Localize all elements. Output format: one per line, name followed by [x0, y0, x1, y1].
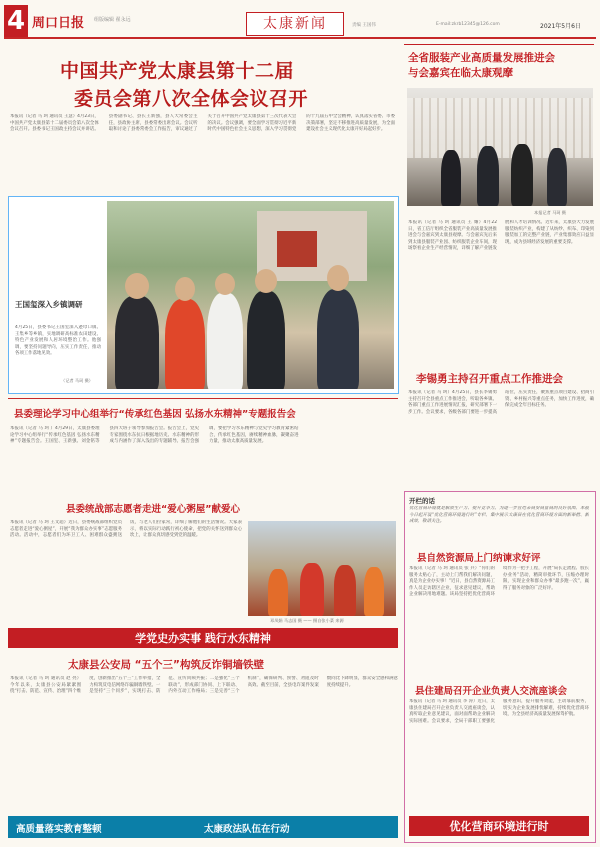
business-story1-headline: 县自然资源局上门纳谏求好评 [417, 553, 541, 564]
person [317, 289, 359, 389]
lead-photo-caption-text: 4月25日，县委书记王国玺深入逊母口镇、王集乡等乡镇，实地调研高标准农田建设、特色产业发展和人居环境整治工作。他强调，要坚持问题导向，压实工作责任，推动各项工作落地见效。 [15, 325, 101, 356]
police-headline: 太康县公安局 “五个三”构筑反诈铜墙铁壁 [68, 659, 264, 671]
business-story1-body: 本报讯（记者 马 珂 通讯员 张 兵）“你们的服务太贴心了，主动上门帮我们解决问题，真是为企业办实事！”近日，县自然资源局工作人员走访辖区企业，征求意见建议，帮助企业解决用地难题。该局坚持把优化营商环境作为一把手工程，开展“局长走流程、股长办业务”活动，精简审批环节，压缩办理时限，实现企业和群众办事“最多跑一次”，赢得了服务对象的广泛好评。 [409, 566, 589, 597]
right1-headline-line1: 全省服装产业高质量发展推进会 [408, 52, 555, 64]
person [547, 148, 567, 206]
lead-photo-credit: （记者 马珂 摄） [61, 378, 93, 383]
business-story2-headline: 县住建局召开企业负责人交流座谈会 [415, 686, 568, 697]
person-head [255, 269, 277, 293]
right1-body: 本报讯（记者 马 珂 通讯员 王 耀）4月22日，省工信厅组织全省服装产业高质量发展推进会与会嘉宾到太康县观摩。与会嘉宾先后来到太康县服装产业园、纺织服装企业车间，现场察看企业生产经营情况，详细了解产业链发展和人才培训情况。近年来，太康县大力发展服装纺织产业，构建了从纺纱、织布、印染到服装加工的完整产业链，产业集群效应日益显现，成为县域经济发展的重要支撑。 [408, 220, 594, 251]
person-head [125, 273, 149, 299]
editor-label: 责编 王国伟 [352, 23, 376, 28]
person [477, 146, 499, 206]
banner-sign [277, 231, 317, 267]
volunteer-headline: 县委统战部志愿者走进“爱心粥屋”献爱心 [66, 504, 240, 515]
volunteer-body: 本报讯（记者 马 珂 王文超）近日，县委统战部组织党员志愿者走进“爱心粥屋”，开展“我为群众办实事”志愿服务活动。活动中，志愿者们为环卫工人、困难群众盛粥送饭，与老人们拉家常，详细了解他们的生活情况。大家表示，将以实际行动践行初心使命，把党的关怀送到群众心坎上，让群众真切感受到党的温暖。 [10, 520, 242, 538]
person [207, 293, 243, 389]
right-top-rule [404, 44, 594, 45]
right1-photo-credit: 本报记者 马珂 摄 [534, 210, 566, 215]
edition-meta: 组版编辑 翟永远 [94, 17, 131, 23]
masthead-rule [4, 37, 596, 39]
business-intro: 优化营商环境就是解放生产力、提升竞争力。为进一步营造亲商安商富商的良好氛围，本报今日起开设“优化营商环境进行时”专栏，集中展示太康县在优化营商环境方面的新举措、新成效，敬请关注。 [409, 506, 589, 524]
right1-sub-body: 本报讯（记者 马 珂）4月25日，县长李锡勇主持召开全县重点工作推进会，听取各乡镇、各部门重点工作进展情况汇报，研究部署下一步工作。会议要求，各级各部门要进一步提高站位，压实责任，聚焦重点项目建设、招商引资、乡村振兴等重点任务，加快工作进度，确保完成全年目标任务。 [408, 390, 594, 415]
masthead [0, 0, 600, 38]
person [364, 567, 384, 616]
banner-party-history [8, 628, 398, 648]
banner-party-history-text: 学党史办实事 践行水东精神 [135, 632, 271, 645]
police-body: 本报讯（记者 马 珂 通讯员 赵 亮）今年以来，太康县公安局紧紧围绕“打击、防范、宣传、治理”四个维度，创新推出“五个三”工作举措，全力构筑反电信网络诈骗铜墙铁壁。一是坚持“三个同步”，实现打击、防范、宣传同频共振；二是强化“三个联动”，形成部门协同、上下联动、内外互动工作格局；三是完善“三个机制”，确保研判、预警、劝阻及时高效。截至目前，全县电诈案件发案数同比下降明显，群众安全感和满意度持续提升。 [10, 676, 398, 694]
business-column-header: 开栏的话 [409, 497, 435, 505]
volunteer-photo-credit: 邓凤娟 马志国 摄 —— 摄自张小菜 来源 [270, 618, 344, 623]
person-head [175, 277, 195, 301]
lead-photo-frame [8, 196, 399, 394]
email: E-mail:zkrb12345@126.com [436, 22, 500, 27]
person-head [215, 273, 235, 295]
page-number: 4 [6, 6, 26, 36]
right1-headline-line2: 与会嘉宾在临太康观摩 [408, 67, 513, 79]
lead-headline-line2: 委员会第八次全体会议召开 [74, 88, 309, 110]
banner-education-right: 太康政法队伍在行动 [204, 824, 290, 835]
issue-date: 2021年5月6日 [540, 23, 581, 30]
person [441, 150, 461, 206]
section-title: 太康新闻 [263, 16, 327, 32]
paper-name: 周口日报 [32, 16, 85, 31]
volunteer-photo [248, 521, 396, 616]
lead-headline-line1: 中国共产党太康县第十二届 [60, 60, 295, 82]
person [268, 569, 288, 616]
theory-body: 本报讯（记者 马 珂 ）4月29日，太康县委理论学习中心组举行“传承红色基因 弘扬水东精神”专题报告会。王国玺、王新强、刘金铭等县四大班子领导参加报告会。报告会上，党史专家围绕水东抗日根据地历史、水东精神的形成与内涵作了深入浅出的专题辅导。报告会强调，要把学习水东精神与党史学习教育紧密结合，传承红色基因，赓续精神血脉，凝聚奋进力量，推动太康高质量发展。 [10, 426, 299, 444]
business-box [404, 491, 596, 843]
page-number-box [4, 5, 28, 37]
lead-photo-caption-title: 王国玺深入乡镇调研 [15, 300, 83, 309]
banner-education [8, 816, 398, 838]
business-banner-text: 优化营商环境进行时 [449, 820, 549, 833]
person [300, 563, 324, 616]
business-banner [409, 816, 589, 836]
person [115, 296, 159, 389]
person-head [327, 265, 349, 291]
lead-body: 本报讯（记者 马 珂 通讯员 王慧）4月23日，中国共产党太康县第十二届委员会第八次全体会议召开。县委书记王国政主持会议并讲话。县委副书记、县长王新强，县人大常委会主任，县政协主席，县委常委出席会议。会议听取和讨论了县委常委会工作报告，审议通过了关于召开中国共产党太康县第十三次代表大会的决议。会议强调，要全面学习贯彻习近平新时代中国特色社会主义思想，深入学习贯彻党的十九届五中全会精神，认真落实省委、市委决策部署，坚定不移推进高质量发展，为全面建设社会主义现代化太康开好局起好步。 [10, 114, 395, 132]
business-story2-body: 本报讯（记者 马 珂 通讯员 李 涛）近日，太康县住建局召开企业负责人交流座谈会，认真听取企业意见建议，面对面帮助企业解决实际困难。会议要求，全局干部职工要强化服务意识，提升服务效能，主动靠前服务，切实为企业发展排忧解难，持续优化营商环境，为全县经济高质量发展保驾护航。 [409, 699, 589, 724]
theory-rule [8, 398, 398, 399]
section-title-box [246, 12, 344, 36]
display-rack [407, 98, 593, 158]
lead-photo [107, 201, 394, 389]
right1-sub-headline: 李锡勇主持召开重点工作推进会 [416, 373, 563, 385]
banner-education-left: 高质量落实教育整顿 [16, 824, 102, 835]
theory-headline: 县委理论学习中心组举行“传承红色基因 弘扬水东精神”专题报告会 [14, 409, 296, 420]
right1-photo [407, 88, 593, 206]
person [247, 291, 285, 389]
person [511, 144, 533, 206]
person [165, 299, 205, 389]
person [334, 565, 356, 616]
